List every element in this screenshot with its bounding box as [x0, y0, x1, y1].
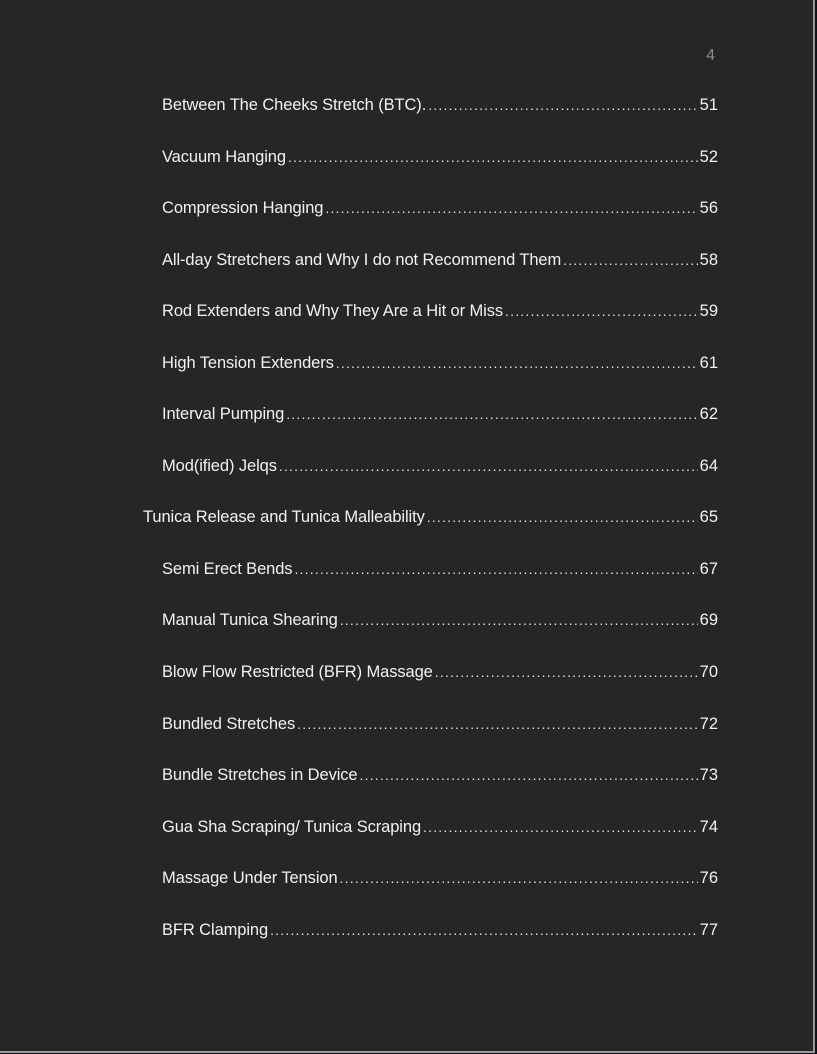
dot-leader — [270, 919, 698, 941]
toc-entry-title: All-day Stretchers and Why I do not Recommend Them — [162, 251, 562, 269]
toc-entry[interactable] — [162, 249, 718, 271]
dot-leader — [336, 352, 698, 374]
toc-entry-title: Semi Erect Bends — [162, 560, 293, 578]
dot-leader — [435, 661, 698, 683]
dot-leader — [563, 249, 698, 271]
toc-entry-title: Mod(ified) Jelqs — [162, 457, 277, 475]
toc-entry[interactable] — [162, 713, 718, 735]
toc-entry[interactable] — [162, 146, 718, 168]
toc-entry[interactable] — [162, 94, 718, 116]
toc-entry-title: High Tension Extenders — [162, 354, 334, 372]
toc-entry-title: Rod Extenders and Why They Are a Hit or Miss — [162, 302, 504, 320]
toc-entry-title: Bundle Stretches in Device — [162, 766, 358, 784]
page-number: 4 — [706, 47, 715, 64]
toc-entry-section[interactable] — [143, 506, 718, 528]
toc-entry[interactable] — [162, 764, 718, 786]
toc-entry-page: 76 — [699, 869, 718, 887]
dot-leader — [340, 867, 698, 889]
toc-entry-title: Bundled Stretches — [162, 715, 296, 733]
toc-entry-title: Blow Flow Restricted (BFR) Massage — [162, 663, 433, 681]
toc-entry-page: 67 — [699, 560, 718, 578]
toc-entry[interactable] — [162, 352, 718, 374]
toc-entry-page: 74 — [699, 818, 718, 836]
toc-entry[interactable] — [162, 455, 718, 477]
dot-leader — [427, 506, 698, 528]
dot-leader — [297, 713, 698, 735]
toc-entry[interactable] — [162, 403, 718, 425]
toc-entry-page: 70 — [699, 663, 718, 681]
toc-entry[interactable] — [162, 609, 718, 631]
toc-entry-title: Interval Pumping — [162, 405, 285, 423]
toc-entry-page: 52 — [699, 148, 718, 166]
dot-leader — [286, 403, 697, 425]
toc-entry-page: 58 — [699, 251, 718, 269]
toc-entry[interactable] — [162, 867, 718, 889]
dot-leader — [279, 455, 698, 477]
toc-entry-title: Vacuum Hanging — [162, 148, 286, 166]
dot-leader — [428, 94, 697, 116]
toc-entry[interactable] — [162, 816, 718, 838]
dot-leader — [423, 816, 698, 838]
dot-leader — [294, 558, 697, 580]
toc-entry[interactable] — [162, 558, 718, 580]
dot-leader — [288, 146, 698, 168]
toc-entry-page: 65 — [699, 508, 718, 526]
dot-leader — [505, 300, 698, 322]
toc-entry-page: 73 — [699, 766, 718, 784]
toc-entry-page: 72 — [699, 715, 718, 733]
toc-entry-title: Manual Tunica Shearing — [162, 611, 338, 629]
toc-entry-title: Massage Under Tension — [162, 869, 338, 887]
toc-entry-page: 64 — [699, 457, 718, 475]
toc-entry-title: BFR Clamping — [162, 921, 269, 939]
toc-entry-page: 69 — [699, 611, 718, 629]
toc-entry[interactable] — [162, 919, 718, 941]
toc-entry-page: 62 — [699, 405, 718, 423]
toc-entry-page: 59 — [699, 302, 718, 320]
toc-entry-title: Between The Cheeks Stretch (BTC). — [162, 96, 427, 114]
toc-entry[interactable] — [162, 661, 718, 683]
dot-leader — [340, 609, 698, 631]
toc-entry[interactable] — [162, 197, 718, 219]
toc-entry-title: Gua Sha Scraping/ Tunica Scraping — [162, 818, 422, 836]
toc-entry-page: 77 — [699, 921, 718, 939]
toc-entry-page: 51 — [699, 96, 718, 114]
toc-entry-title: Tunica Release and Tunica Malleability — [143, 508, 425, 526]
dot-leader — [360, 764, 698, 786]
dot-leader — [325, 197, 697, 219]
toc-entry[interactable] — [162, 300, 718, 322]
toc-entry-page: 56 — [699, 199, 718, 217]
toc-entry-page: 61 — [699, 354, 718, 372]
toc-entry-title: Compression Hanging — [162, 199, 324, 217]
